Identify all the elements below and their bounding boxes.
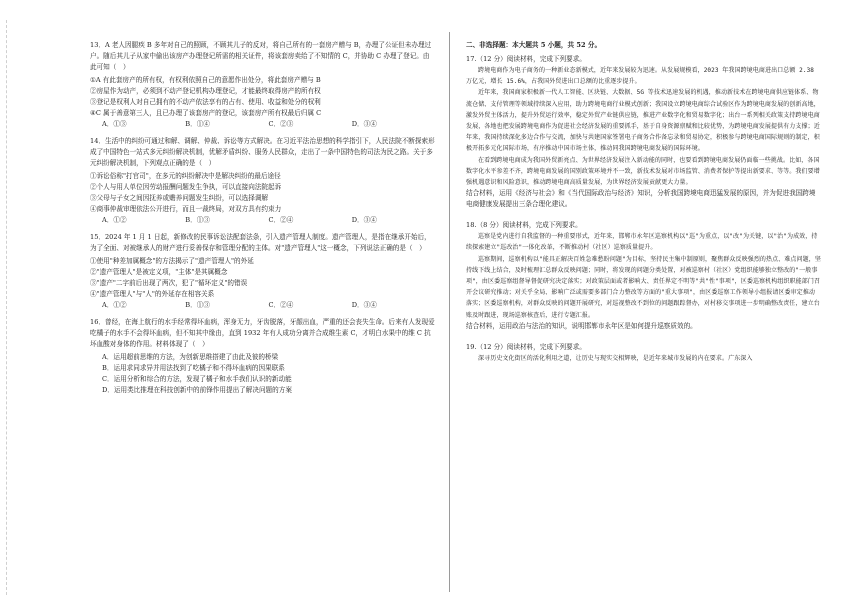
q15-option-d[interactable]: D．③④ [351, 301, 377, 309]
q15-option-b[interactable]: B．①③ [185, 301, 210, 309]
q16-option-b[interactable]: B．运用求同求异并用法找到了吃橘子和不得坏血病的因果联系 [102, 364, 285, 372]
q14-item-1: ①诉讼俗称"打官司"，在多元的纠纷解决中是解决纠纷的最后途径 [90, 172, 281, 180]
q13-item-3: ③登记是权利人对自己拥有的不动产依法享有的占有、使用、收益和处分的权利 [90, 98, 321, 106]
q14-option-b[interactable]: B．①③ [185, 216, 210, 224]
q16-option-d[interactable]: D．运用类比推理在科技创新中的前锋作用提出了解决问题的方案 [102, 386, 292, 394]
question-15-stem: 15．2024 年 1 月 1 日起，新修改的民事诉讼法配套法条，引入遗产管理人制度。遗产管理人，是指在继承开始后，为了全面、对被继承人的财产进行妥善保存和管理分配的主体。对"遗产管理人"这一概念，下列说法正确的是（ ） [90, 233, 431, 252]
q15-item-3: ③"遗产"二字前后出现了两次，犯了"循环定义"的错误 [90, 279, 248, 287]
q14-option-d[interactable]: D．③④ [351, 216, 377, 224]
binding-line [6, 20, 7, 595]
q15-item-4: ④"遗产管理人"与"人"的外延存在相容关系 [90, 290, 215, 298]
q13-item-2: ②房屋作为动产，必须到不动产登记机构办理登记，才能最终取得房产的所有权 [90, 87, 321, 95]
question-17-head: 17.（12 分）阅读材料，完成下列要求。 [466, 55, 586, 63]
section-title: 二、非选择题：本大题共 5 小题，共 52 分。 [466, 41, 602, 49]
left-column [90, 40, 435, 396]
q17-material-2: 近年来，我国商家积极新一代人工智能、区块链、大数据、5G 等技术迅速发展的机遇，推动新技术在跨境电商供应链体系、物流仓储、支付管理等领域持续深入应用，助力跨境电商行业模式创新；我国设立跨境电商综合试验区作为跨境电商发展的创新高地，激发外贸主体活力，提升外贸运行效率，稳定外贸产业链供应链，推进产业数字化和贸易数字化；出台一系列相关政策支持跨境电商发展，各地也把发展跨境电商作为促进社会经济发展的重要抓手，基于自身资源禀赋和比较优势，为跨境电商发展提供有力支撑；近年来，我国持续深化多边合作与交流，加快与共建国家签署电子商务合作备忘录和贸易协定，积极参与跨境电商国际规则的制定，积极开拓多元化国际市场，有序推动中国市场主体，推动同我国跨境电商发展的国际环境。 [466, 89, 820, 153]
question-13-stem: 13．A 老人因腿疾 B 多年对自己的照顾，不顾其儿子的反对，将自己所有的一套房产赠与 B，办理了公证但未办理过户。随后其儿子从家中偷出该房产办理登记所需的相关证件，将该套房卖给了不知情的 C，并协助 C 办理了登记。由此可知（ ） [90, 41, 432, 71]
q13-option-b[interactable]: B．①④ [185, 120, 210, 128]
column-divider [449, 32, 450, 592]
q14-option-a[interactable]: A．①② [102, 216, 127, 224]
q15-item-1: ①使用"种差加属概念"的方法揭示了"遗产管理人"的外延 [90, 257, 254, 265]
q15-option-a[interactable]: A．①② [102, 301, 127, 309]
q13-item-4: ④C 属于善意第三人，且已办理了该套房产的登记，该套房产所有权最后归属 C [90, 109, 322, 117]
q16-option-a[interactable]: A．运用超前思维的方法，为创新思维搭建了由此及彼的桥梁 [102, 353, 279, 361]
q17-material-3: 在看到跨境电商成为我国外贸新亮点、为世界经济发展注入新动能的同时，也要看到跨境电商发展仍面临一些挑战。比如，各国数字化水平参差不齐，跨境电商发展的国别政策环境并不一致，新技术发展对市场监管、消费者保护等提出新要求、等等。我们要增强机遇意识和风险意识，推动跨境电商高质量发展，为世界经济发展贡献更大力量。 [466, 156, 820, 187]
q16-option-c[interactable]: C．运用分析和综合的方法，发现了橘子和水手我们认识的新动能 [102, 375, 292, 383]
q13-option-d[interactable]: D．③④ [351, 120, 377, 128]
q14-option-c[interactable]: C．②④ [268, 216, 294, 224]
q18-task: 结合材料，运用政治与法治的知识，说明邯郸市永年区是如何提升巡察质效的。 [466, 321, 697, 330]
question-14-stem: 14．生活中的纠纷可通过和解、调解、仲裁、诉讼等方式解决。在习近平法治思想的科学指引下，人民法院不断探索形成了中国特色一站式多元纠纷解决机制，优解矛盾纠纷、服务人民群众，走出了一条中国特色的司法为民之路。关于多元纠纷解决机制，下列观点正确的是（ ） [90, 137, 435, 167]
q13-item-1: ①A 有此套房产的所有权，有权利依照自己的意愿作出处分，将此套房产赠与 B [90, 76, 321, 84]
question-19-head: 19.（12 分）阅读材料，完成下列要求。 [466, 342, 586, 351]
q13-options [90, 119, 435, 130]
q13-option-c[interactable]: C．②③ [268, 120, 294, 128]
q14-item-3: ③父母与子女之间因抚养或赡养问题发生纠纷，可以选择调解 [90, 194, 269, 202]
q18-material-1: 巡察是党内进行自我监督的一种重要形式，近年来，邯郸市永年区巡察机构以"巡"为重点，以"改"为关键，以"治"为成效，持续探索建立"巡改治"一体化改革，不断推动村（社区）巡察质量提升。 [466, 233, 818, 252]
q18-material-2: 巡察期间，巡察机构以"能具正解决百姓急难愁盼问题"为目标，坚持民主集中制原则，聚焦群众反映强烈的热点、难点问题，坚持线下线上结合，及时梳理汇总群众反映问题；同时，将发现的问题分类处置，对被巡察村（社区）党组织能够独立整改的"一般事项"，由区委巡察组督导督促研究决定落实；对政策层面或者影响大、责任界定不明等"共"性"事项"，区委巡察机构组织职能部门召开会议研究推动；对关乎全局、影响广泛或需要多部门合力整改等方面的"重大事项"，由区委巡察工作领导小组报请区委审定推动落实；区委巡察机构，对群众反映的问题开展研究，对巡视整改不到位的问题跟踪督办，对村移交事项进一步明确整改责任，建立台账及时跟进，现场巡察核查后，进行专题汇报。 [466, 255, 821, 319]
q14-options [90, 215, 435, 226]
right-column [466, 40, 821, 364]
q15-options [90, 300, 435, 311]
question-18-head: 18.（8 分）阅读材料，完成下列要求。 [466, 221, 582, 230]
q14-item-2: ②个人与用人单位因劳动报酬问题发生争执，可以直接向法院起诉 [90, 183, 282, 191]
q13-option-a[interactable]: A．①③ [102, 120, 127, 128]
q19-material-1: 深寻历史文化街区的活化利用之道，让历史与现实交相辉映，是近年来城市发展的内在要求。广东深入 [478, 354, 753, 362]
q14-item-4: ④商事仲裁审理依法公开进行，而且一裁终局，对双方具有约束力 [90, 205, 282, 213]
q15-item-2: ②"遗产管理人"是被定义项，"主体"是其属概念 [90, 268, 228, 276]
q17-material-1: 跨境电商作为电子商务的一种新业态新模式，近年来发展较为迅速。从发展规模看，2023 年我国跨境电商进出口总额 2.38 万亿元，增长 15.6%，占我国外贸进出口总额的比重逐步提升。 [466, 67, 815, 86]
q15-option-c[interactable]: C．②④ [268, 301, 294, 309]
question-16-stem: 16．曾经，在海上航行的水手经常得坏血病，浑身无力，牙齿脱落，牙龈出血，严重的还会丧失生命。后来有人发现爱吃橘子的水手不会得坏血病，但不知其中缘由，直到 1932 年有人成功分离并合成维生素 C，才明白水果中的维 C 抗坏血酸对身体的作用。材料体现了（ ） [90, 318, 435, 348]
q17-task: 结合材料，运用《经济与社会》和《当代国际政治与经济》知识，分析我国跨境电商迅猛发展的原因，并为促进我国跨境电商健康发展提出三条合理化建议。 [466, 189, 816, 209]
